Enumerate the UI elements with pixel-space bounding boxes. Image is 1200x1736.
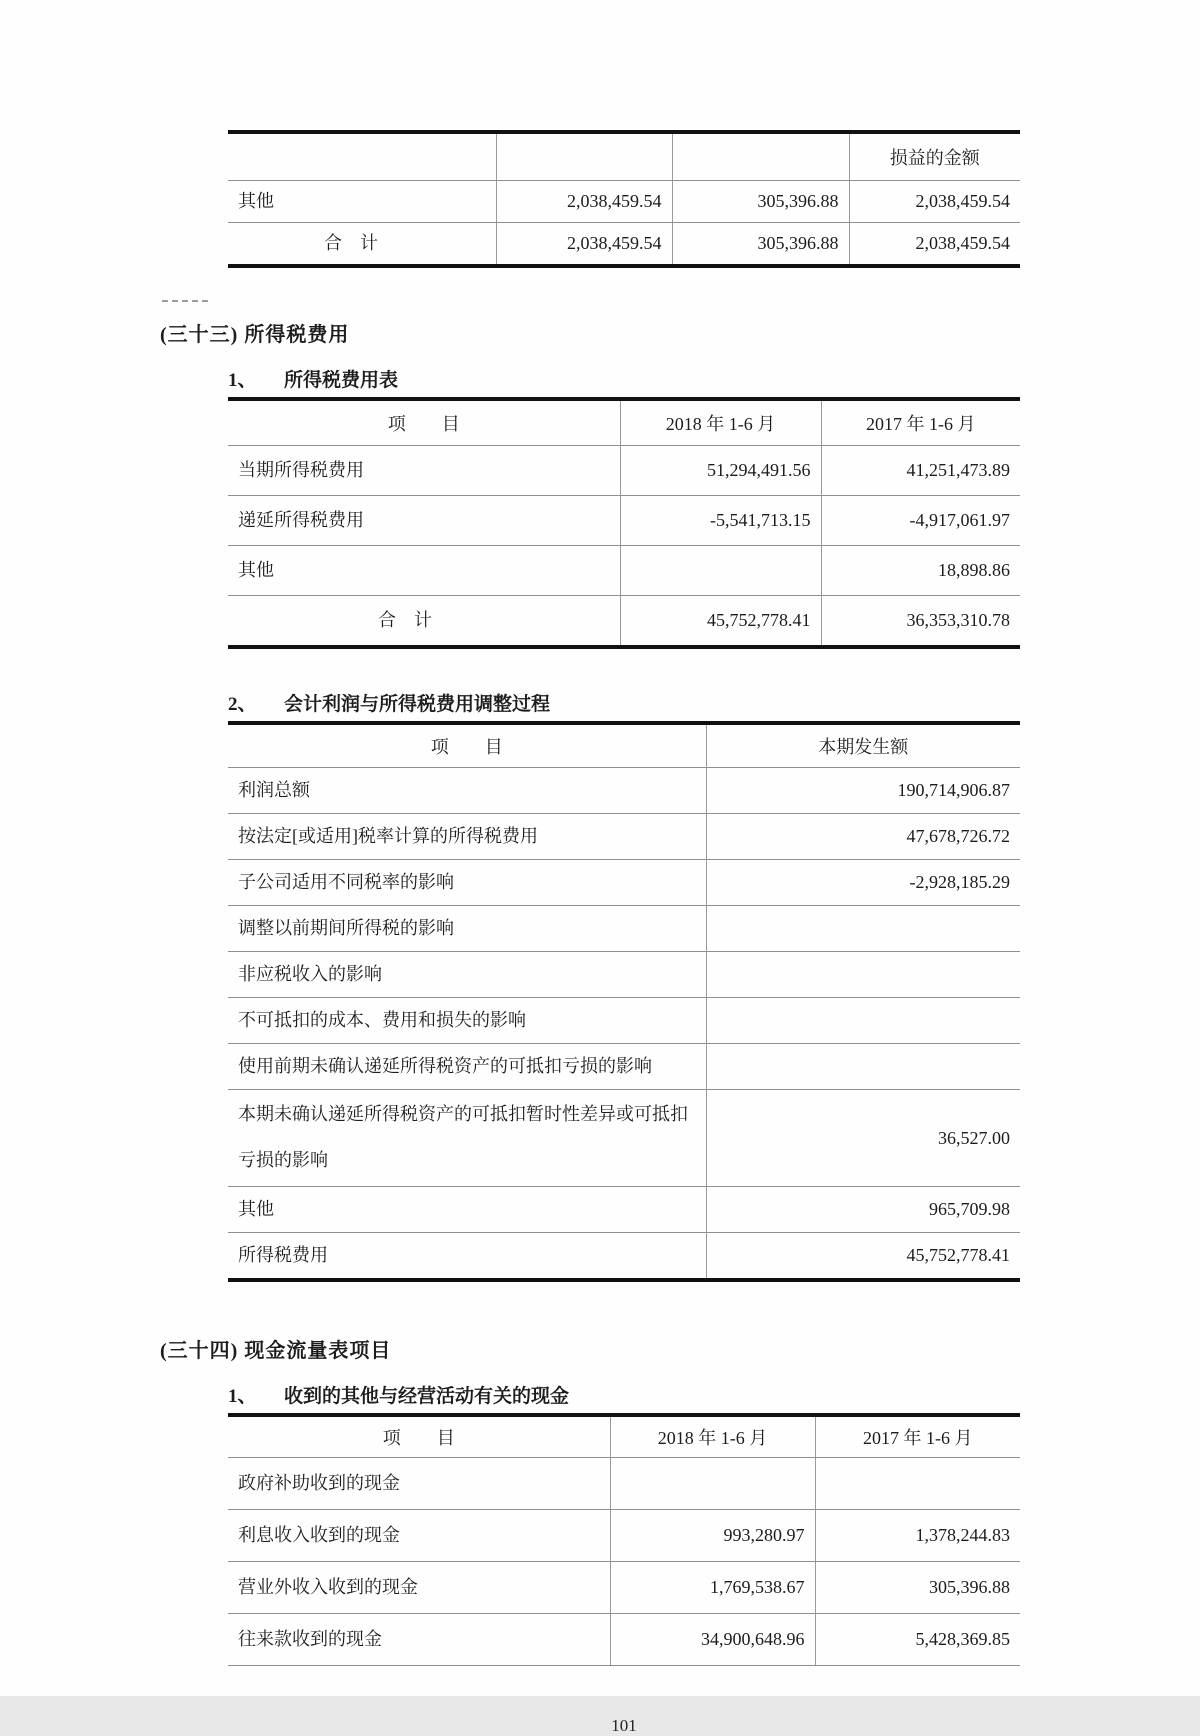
column-header: 2017 年 1-6 月 <box>815 1415 1020 1458</box>
row-value <box>706 1044 1020 1090</box>
column-header: 损益的金额 <box>849 132 1020 181</box>
row-value: 2,038,459.54 <box>496 181 672 223</box>
row-label: 其他 <box>228 1187 706 1233</box>
table-row <box>228 223 1020 267</box>
row-label: 按法定[或适用]税率计算的所得税费用 <box>228 814 706 860</box>
table-row <box>228 546 1020 596</box>
row-label: 其他 <box>228 546 620 596</box>
row-value: -4,917,061.97 <box>821 496 1020 546</box>
table-header-row <box>228 1415 1020 1458</box>
row-label: 递延所得税费用 <box>228 496 620 546</box>
row-value: -5,541,713.15 <box>620 496 821 546</box>
row-value: 1,769,538.67 <box>610 1562 815 1614</box>
row-value <box>706 998 1020 1044</box>
subsection-heading-33-1 <box>228 365 1060 392</box>
row-value <box>610 1458 815 1510</box>
reconciliation-table-wrap <box>228 721 1020 1282</box>
table-header-row <box>228 723 1020 768</box>
row-value <box>706 906 1020 952</box>
row-label: 不可抵扣的成本、费用和损失的影响 <box>228 998 706 1044</box>
row-value: 2,038,459.54 <box>496 223 672 267</box>
separator-dash <box>162 300 208 302</box>
table-row <box>228 768 1020 814</box>
subsection-title: 所得税费用表 <box>284 370 399 391</box>
table-header-row <box>228 132 1020 181</box>
table-row <box>228 1187 1020 1233</box>
row-label: 所得税费用 <box>238 1245 328 1265</box>
subsection-title: 会计利润与所得税费用调整过程 <box>284 694 551 715</box>
subsection-heading-33-2 <box>228 689 1060 716</box>
row-value: 45,752,778.41 <box>620 596 821 648</box>
row-value <box>706 952 1020 998</box>
page-content <box>160 0 1060 1736</box>
carryover-table-wrap <box>228 130 1020 268</box>
row-value: 2,038,459.54 <box>849 181 1020 223</box>
table-row <box>228 814 1020 860</box>
table-row <box>228 1090 1020 1187</box>
column-header: 2018 年 1-6 月 <box>610 1415 815 1458</box>
row-label: 本期未确认递延所得税资产的可抵扣暂时性差异或可抵扣亏损的影响 <box>228 1090 706 1187</box>
row-label: 合 计 <box>378 610 432 630</box>
row-label: 非应税收入的影响 <box>228 952 706 998</box>
table-row <box>228 446 1020 496</box>
row-value <box>620 546 821 596</box>
table-row <box>228 1562 1020 1614</box>
section-heading-34: (三十四) 现金流量表项目 <box>160 1340 392 1362</box>
column-header <box>672 132 849 181</box>
table-row <box>228 1233 1020 1281</box>
row-label: 利息收入收到的现金 <box>228 1510 610 1562</box>
row-label: 利润总额 <box>228 768 706 814</box>
row-value: 18,898.86 <box>821 546 1020 596</box>
row-value: 190,714,906.87 <box>706 768 1020 814</box>
table-row <box>228 1614 1020 1666</box>
table-header-row <box>228 399 1020 446</box>
row-value: 36,527.00 <box>706 1090 1020 1187</box>
table-row <box>228 181 1020 223</box>
carryover-table <box>228 130 1020 268</box>
row-value: 305,396.88 <box>672 181 849 223</box>
column-header <box>496 132 672 181</box>
profit-tax-reconciliation-table <box>228 721 1020 1282</box>
row-value: -2,928,185.29 <box>706 860 1020 906</box>
income-tax-expense-table <box>228 397 1020 649</box>
row-label: 子公司适用不同税率的影响 <box>228 860 706 906</box>
row-value: 51,294,491.56 <box>620 446 821 496</box>
column-header: 项 目 <box>228 723 706 768</box>
table-row <box>228 1044 1020 1090</box>
subsection-title: 收到的其他与经营活动有关的现金 <box>284 1386 570 1407</box>
row-value <box>815 1458 1020 1510</box>
row-label: 往来款收到的现金 <box>228 1614 610 1666</box>
income-tax-table-wrap <box>228 397 1020 649</box>
column-header: 项 目 <box>228 1415 610 1458</box>
column-header: 本期发生额 <box>706 723 1020 768</box>
subsection-number: 1、 <box>228 1386 257 1407</box>
table-row <box>228 1510 1020 1562</box>
table-row <box>228 1458 1020 1510</box>
table-row <box>228 496 1020 546</box>
subsection-heading-34-1 <box>228 1381 1060 1408</box>
column-header: 项 目 <box>228 399 620 446</box>
row-label: 政府补助收到的现金 <box>228 1458 610 1510</box>
table-row <box>228 952 1020 998</box>
row-value: 45,752,778.41 <box>706 1233 1020 1281</box>
section-heading-33: (三十三) 所得税费用 <box>160 324 350 346</box>
row-value: 993,280.97 <box>610 1510 815 1562</box>
column-header: 2018 年 1-6 月 <box>620 399 821 446</box>
row-label: 调整以前期间所得税的影响 <box>228 906 706 952</box>
column-header <box>228 132 496 181</box>
table-row <box>228 998 1020 1044</box>
row-label: 当期所得税费用 <box>228 446 620 496</box>
subsection-number: 1、 <box>228 370 257 391</box>
page-number: 101 <box>611 1716 637 1735</box>
row-value: 41,251,473.89 <box>821 446 1020 496</box>
table-row <box>228 906 1020 952</box>
row-value: 36,353,310.78 <box>821 596 1020 648</box>
row-value: 34,900,648.96 <box>610 1614 815 1666</box>
other-cash-received-table <box>228 1413 1020 1666</box>
column-header: 2017 年 1-6 月 <box>821 399 1020 446</box>
row-label: 使用前期未确认递延所得税资产的可抵扣亏损的影响 <box>228 1044 706 1090</box>
row-value: 1,378,244.83 <box>815 1510 1020 1562</box>
row-value: 5,428,369.85 <box>815 1614 1020 1666</box>
table-row <box>228 596 1020 648</box>
row-label: 其他 <box>228 181 496 223</box>
table-row <box>228 860 1020 906</box>
cash-received-table-wrap <box>228 1413 1020 1666</box>
row-value: 305,396.88 <box>672 223 849 267</box>
row-label: 合 计 <box>324 233 378 253</box>
row-value: 2,038,459.54 <box>849 223 1020 267</box>
row-value: 965,709.98 <box>706 1187 1020 1233</box>
row-value: 47,678,726.72 <box>706 814 1020 860</box>
subsection-number: 2、 <box>228 694 257 715</box>
row-label: 营业外收入收到的现金 <box>228 1562 610 1614</box>
row-value: 305,396.88 <box>815 1562 1020 1614</box>
